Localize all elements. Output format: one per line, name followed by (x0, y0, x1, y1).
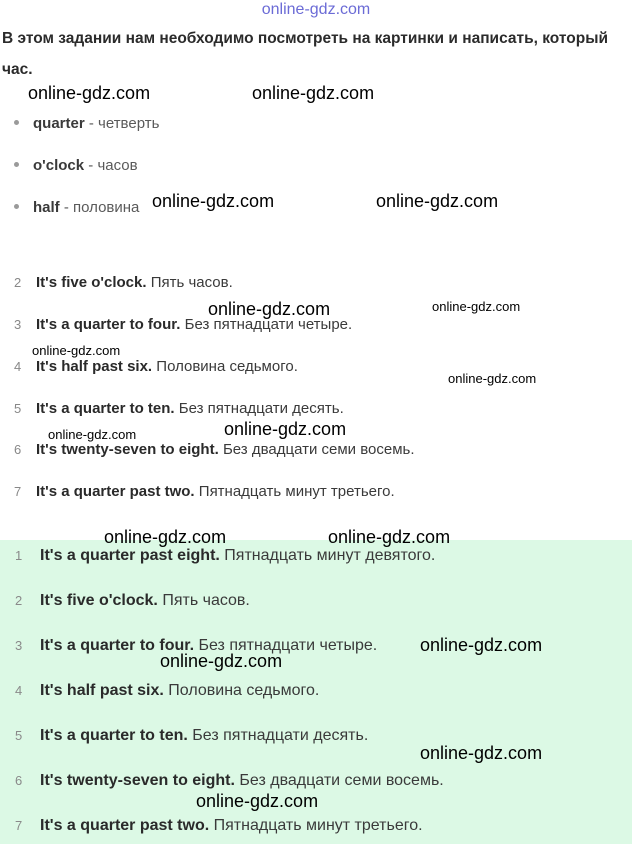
bullet-icon (14, 162, 19, 167)
russian-text: Пять часов. (162, 592, 250, 609)
watermark: online-gdz.com (196, 791, 319, 811)
answer-row (14, 274, 233, 291)
russian-text: Без двадцати семи восемь. (222, 441, 415, 458)
english-text: It's five o'clock. (40, 592, 158, 609)
watermark: online-gdz.com (28, 83, 151, 103)
row-number: 4 (15, 683, 23, 698)
answer-row (15, 817, 423, 835)
row-number: 4 (14, 359, 22, 374)
answer-row (15, 682, 319, 700)
english-text: It's a quarter past two. (40, 817, 210, 834)
watermark: online-gdz.com (224, 419, 347, 439)
vocab-term: o'clock (33, 157, 85, 174)
english-text: It's a quarter past eight. (40, 547, 220, 564)
vocab-term: half (33, 199, 60, 216)
vocab-gloss: четверть (98, 115, 160, 132)
row-number: 2 (14, 275, 22, 290)
russian-text: Без двадцати семи восемь. (239, 772, 444, 789)
row-number: 6 (14, 442, 22, 457)
vocab-item: quarter - четверть (14, 115, 159, 132)
answer-row (15, 547, 435, 565)
english-text: It's half past six. (36, 358, 153, 375)
english-text: It's a quarter to four. (36, 316, 181, 333)
top-watermark: online-gdz.com (261, 1, 371, 18)
row-number: 6 (15, 773, 23, 788)
answer-row (14, 358, 298, 375)
row-number: 1 (15, 548, 23, 563)
english-text: It's twenty-seven to eight. (36, 441, 219, 458)
english-text: It's a quarter to ten. (40, 727, 188, 744)
russian-text: Половина седьмого. (168, 682, 320, 699)
english-text: It's half past six. (40, 682, 164, 699)
russian-text: Половина седьмого. (156, 358, 298, 375)
answer-row (15, 772, 444, 790)
watermark: online-gdz.com (376, 191, 499, 211)
russian-text: Пятнадцать минут третьего. (198, 483, 395, 500)
russian-text: Без пятнадцати четыре. (198, 637, 378, 654)
watermark: online-gdz.com (208, 299, 331, 319)
row-number: 7 (14, 484, 22, 499)
english-text: It's a quarter to ten. (36, 400, 175, 417)
vocab-item: o'clock - часов (14, 157, 138, 174)
vocab-gloss: половина (73, 199, 140, 216)
watermark: online-gdz.com (328, 527, 451, 547)
vocab-item: half - половина (14, 199, 139, 216)
watermark: online-gdz.com (448, 371, 537, 386)
russian-text: Пятнадцать минут третьего. (213, 817, 423, 834)
watermark: online-gdz.com (420, 635, 543, 655)
english-text: It's a quarter to four. (40, 637, 195, 654)
row-number: 5 (14, 401, 22, 416)
answer-row (15, 727, 368, 745)
watermark: online-gdz.com (160, 651, 283, 671)
answer-row (14, 483, 395, 500)
english-text: It's five o'clock. (36, 274, 147, 291)
russian-text: Без пятнадцати десять. (192, 727, 369, 744)
answer-row (14, 441, 415, 458)
vocab-term: quarter (33, 115, 85, 132)
bullet-icon (14, 204, 19, 209)
answer-row (14, 400, 344, 417)
russian-text: Без пятнадцати десять. (178, 400, 344, 417)
watermark: online-gdz.com (432, 299, 521, 314)
watermark: online-gdz.com (48, 427, 137, 442)
row-number: 3 (14, 317, 22, 332)
watermark: online-gdz.com (104, 527, 227, 547)
answer-row (15, 592, 250, 610)
watermark: online-gdz.com (420, 743, 543, 763)
russian-text: Без пятнадцати четыре. (184, 316, 353, 333)
watermark: online-gdz.com (252, 83, 375, 103)
russian-text: Пять часов. (150, 274, 233, 291)
row-number: 3 (15, 638, 23, 653)
row-number: 2 (15, 593, 23, 608)
intro-text: В этом задании нам необходимо посмотреть на картинки и написать, который час. (2, 30, 608, 78)
english-text: It's twenty-seven to eight. (40, 772, 235, 789)
vocab-gloss: часов (97, 157, 138, 174)
row-number: 5 (15, 728, 23, 743)
bullet-icon (14, 120, 19, 125)
row-number: 7 (15, 818, 23, 833)
english-text: It's a quarter past two. (36, 483, 195, 500)
watermark: online-gdz.com (152, 191, 275, 211)
watermark: online-gdz.com (32, 343, 121, 358)
russian-text: Пятнадцать минут девятого. (224, 547, 436, 564)
